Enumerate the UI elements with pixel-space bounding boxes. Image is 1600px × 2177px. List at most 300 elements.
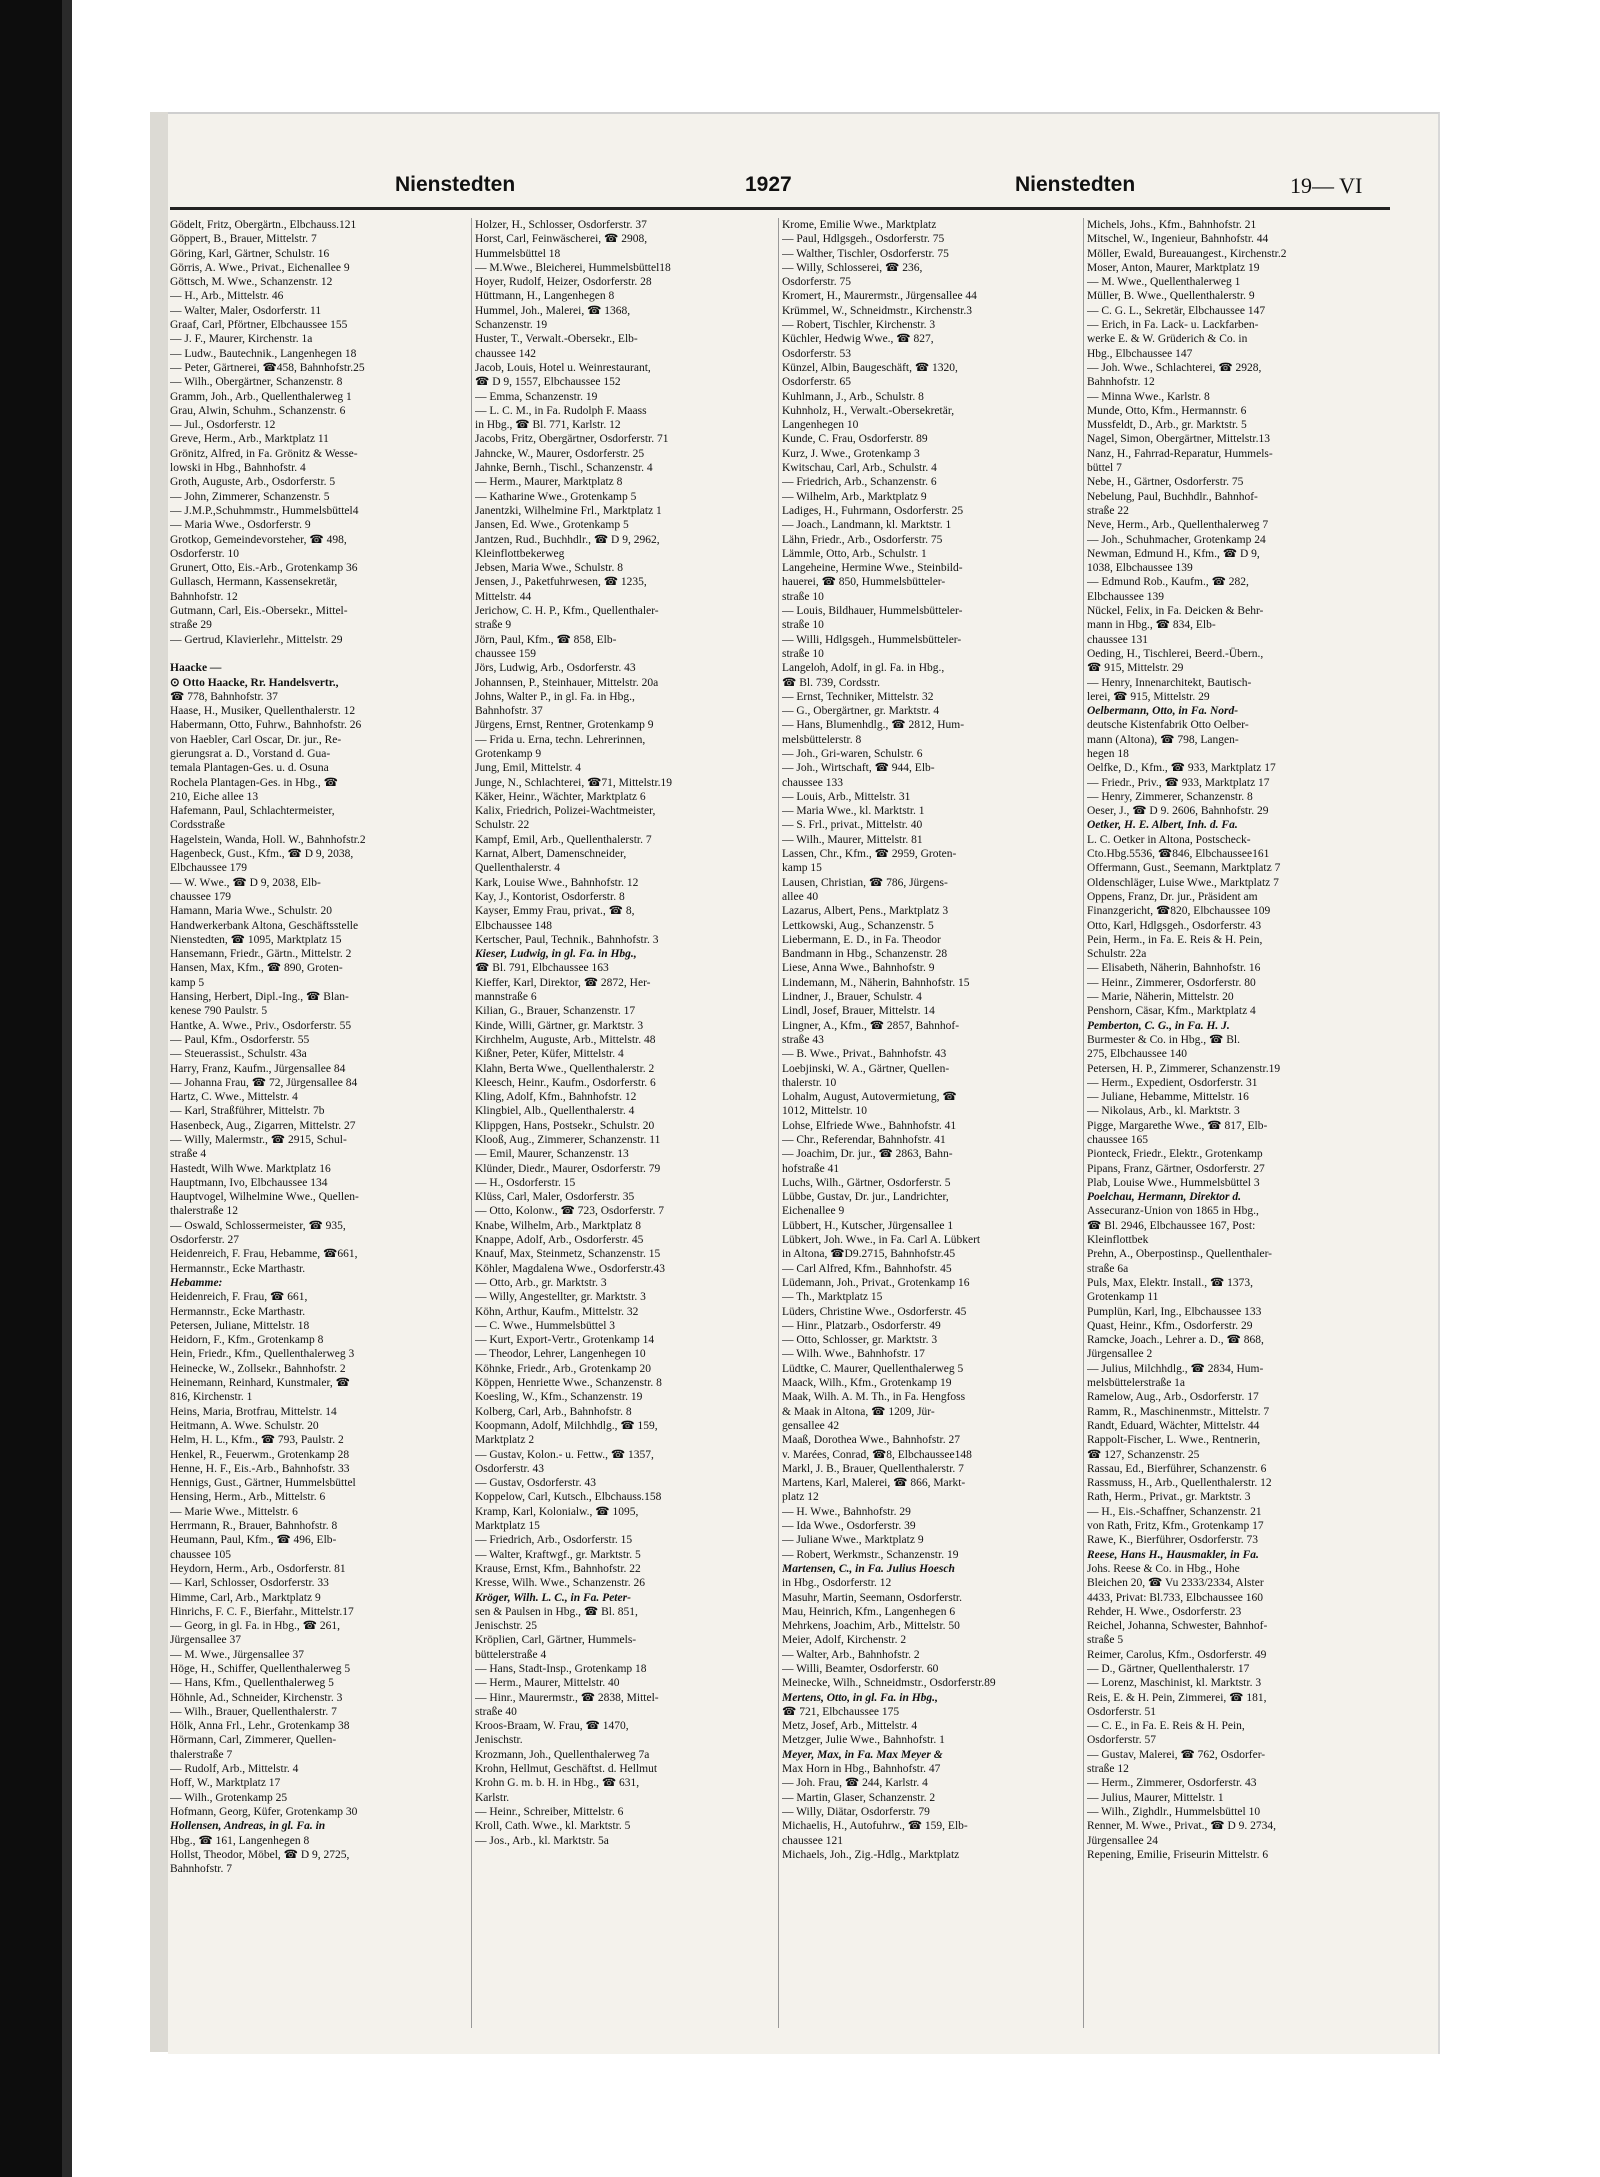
directory-entry: Kroll, Cath. Wwe., kl. Marktstr. 5 <box>475 1820 631 1833</box>
directory-entry: Lohalm, August, Autovermietung, ☎ <box>782 1091 957 1104</box>
directory-entry: Munde, Otto, Kfm., Hermannstr. 6 <box>1087 404 1247 417</box>
directory-entry: Lohse, Elfriede Wwe., Bahnhofstr. 41 <box>782 1119 957 1132</box>
directory-entry: straße 22 <box>1087 504 1129 517</box>
directory-entry: — Henry, Innenarchitekt, Bautisch- <box>1087 676 1252 689</box>
directory-entry: Max Horn in Hbg., Bahnhofstr. 47 <box>782 1763 941 1776</box>
directory-entry: Knauf, Max, Steinmetz, Schanzenstr. 15 <box>475 1248 661 1261</box>
directory-entry: Heinemann, Reinhard, Kunstmaler, ☎ <box>170 1377 350 1390</box>
directory-entry: Metz, Josef, Arb., Mittelstr. 4 <box>782 1720 918 1733</box>
directory-entry: Lettkowski, Aug., Schanzenstr. 5 <box>782 919 934 932</box>
directory-entry: Göring, Karl, Gärtner, Schulstr. 16 <box>170 247 330 260</box>
directory-entry: Künzel, Albin, Baugeschäft, ☎ 1320, <box>782 361 958 374</box>
directory-entry: Reis, E. & H. Pein, Zimmerei, ☎ 181, <box>1087 1691 1267 1704</box>
directory-entry: — Emil, Maurer, Schanzenstr. 13 <box>475 1148 629 1161</box>
header-year: 1927 <box>745 173 792 196</box>
directory-entry: Bleichen 20, ☎ Vu 2333/2334, Alster <box>1087 1577 1264 1590</box>
directory-entry: Kleesch, Heinr., Kaufm., Osdorferstr. 6 <box>475 1076 656 1089</box>
directory-entry: ☎ D 9, 1557, Elbchaussee 152 <box>475 376 621 389</box>
directory-entry: Hermannstr., Ecke Marthastr. <box>170 1262 306 1275</box>
directory-entry: mann (Altona), ☎ 798, Langen- <box>1087 733 1239 746</box>
directory-entry: Kröger, Wilh. L. C., in Fa. Peter- <box>475 1591 631 1604</box>
directory-entry: Henkel, R., Feuerwm., Grotenkamp 28 <box>170 1448 350 1461</box>
directory-entry: — J. F., Maurer, Kirchenstr. 1a <box>170 333 313 346</box>
directory-entry: Janentzki, Wilhelmine Frl., Marktplatz 1 <box>475 504 662 517</box>
directory-entry: Möller, Ewald, Bureauangest., Kirchenstr.2 <box>1087 247 1287 260</box>
directory-entry: melsbüttelerstraße 1a <box>1087 1377 1186 1390</box>
directory-entry: Graaf, Carl, Pförtner, Elbchaussee 155 <box>170 319 348 332</box>
directory-entry: — Wilh., Obergärtner, Schanzenstr. 8 <box>170 376 343 389</box>
directory-entry: — John, Zimmerer, Schanzenstr. 5 <box>170 490 330 503</box>
directory-entry: Maak, Wilh. A. M. Th., in Fa. Hengfoss <box>782 1391 966 1404</box>
directory-entry: Kroos-Braam, W. Frau, ☎ 1470, <box>475 1720 629 1733</box>
directory-entry: Lindemann, M., Näherin, Bahnhofstr. 15 <box>782 976 970 989</box>
directory-entry: sen & Paulsen in Hbg., ☎ Bl. 851, <box>475 1605 638 1618</box>
directory-entry: — L. C. M., in Fa. Rudolph F. Maass <box>475 404 647 417</box>
directory-entry: Ramcke, Joach., Lehrer a. D., ☎ 868, <box>1087 1334 1264 1347</box>
directory-entry: Bahnhofstr. 37 <box>475 705 543 718</box>
directory-entry: — Friedrich, Arb., Osdorferstr. 15 <box>475 1534 633 1547</box>
directory-entry: Krohn, Hellmut, Geschäftst. d. Hellmut <box>475 1763 658 1776</box>
directory-entry: — Kurt, Export-Vertr., Grotenkamp 14 <box>475 1334 655 1347</box>
directory-entry: ☎ Bl. 791, Elbchaussee 163 <box>475 962 609 975</box>
directory-entry <box>170 647 470 661</box>
directory-entry: Krozmann, Joh., Quellenthalerweg 7a <box>475 1748 650 1761</box>
directory-entry: Hörmann, Carl, Zimmerer, Quellen- <box>170 1734 337 1747</box>
directory-entry: straße 10 <box>782 647 824 660</box>
directory-entry: Klippgen, Hans, Postsekr., Schulstr. 20 <box>475 1119 655 1132</box>
directory-entry: — Chr., Referendar, Bahnhofstr. 41 <box>782 1134 946 1146</box>
directory-entry: Hagelstein, Wanda, Holl. W., Bahnhofstr.2 <box>170 833 366 846</box>
directory-entry: — Wilh. Wwe., Bahnhofstr. 17 <box>782 1348 925 1361</box>
directory-entry: Hbg., Elbchaussee 147 <box>1087 347 1193 360</box>
directory-entry: Gödelt, Fritz, Obergärtn., Elbchauss.121 <box>170 219 357 231</box>
directory-entry: — Lorenz, Maschinist, kl. Marktstr. 3 <box>1087 1677 1262 1690</box>
directory-entry: Jacobs, Fritz, Obergärtner, Osdorferstr. 71 <box>475 433 669 446</box>
directory-entry: Liebermann, E. D., in Fa. Theodor <box>782 933 941 946</box>
directory-entry: — Hans, Stadt-Insp., Grotenkamp 18 <box>475 1662 647 1675</box>
directory-entry: Kröplien, Carl, Gärtner, Hummels- <box>475 1634 637 1647</box>
directory-entry: ☎ Bl. 2946, Elbchaussee 167, Post: <box>1087 1219 1256 1232</box>
directory-entry: — Joh., Schuhmacher, Grotenkamp 24 <box>1087 533 1266 546</box>
directory-entry: ☎ 721, Elbchaussee 175 <box>782 1705 900 1718</box>
directory-entry: Lübkert, Joh. Wwe., in Fa. Carl A. Lübkert <box>782 1234 981 1247</box>
directory-entry: — Martin, Glaser, Schanzenstr. 2 <box>782 1791 936 1804</box>
directory-entry: Jahnke, Bernh., Tischl., Schanzenstr. 4 <box>475 462 653 475</box>
directory-entry: hauerei, ☎ 850, Hummelsbütteler- <box>782 576 946 589</box>
directory-entry: Koppelow, Carl, Kutsch., Elbchauss.158 <box>475 1491 662 1504</box>
directory-entry: Prehn, A., Oberpostinsp., Quellenthaler- <box>1087 1248 1273 1261</box>
directory-entry: Jürgensallee 24 <box>1087 1834 1159 1847</box>
directory-entry: Lähn, Friedr., Arb., Osdorferstr. 75 <box>782 533 943 546</box>
directory-entry: mannstraße 6 <box>475 991 537 1004</box>
directory-entry: Bahnhofstr. 7 <box>170 1863 232 1876</box>
directory-entry: Jürgensallee 2 <box>1087 1348 1153 1361</box>
directory-entry: — Elisabeth, Näherin, Bahnhofstr. 16 <box>1087 962 1261 975</box>
directory-entry: Küchler, Hedwig Wwe., ☎ 827, <box>782 333 934 346</box>
directory-entry: Gramm, Joh., Arb., Quellenthalerweg 1 <box>170 390 352 403</box>
directory-entry: Jensen, J., Paketfuhrwesen, ☎ 1235, <box>475 576 647 589</box>
directory-entry: — Johanna Frau, ☎ 72, Jürgensallee 84 <box>170 1076 358 1089</box>
directory-entry: Puls, Max, Elektr. Install., ☎ 1373, <box>1087 1276 1254 1289</box>
directory-entry: — Georg, in gl. Fa. in Hbg., ☎ 261, <box>170 1620 340 1633</box>
directory-entry: Burmester & Co. in Hbg., ☎ Bl. <box>1087 1033 1240 1046</box>
directory-entry: Jerichow, C. H. P., Kfm., Quellenthaler- <box>475 605 659 618</box>
directory-entry: Michels, Johs., Kfm., Bahnhofstr. 21 <box>1087 219 1257 231</box>
directory-entry: — Katharine Wwe., Grotenkamp 5 <box>475 490 637 503</box>
directory-entry: Michaels, Joh., Zig.-Hdlg., Marktplatz <box>782 1848 960 1861</box>
directory-entry: — Ernst, Techniker, Mittelstr. 32 <box>782 690 934 703</box>
directory-entry: Plab, Louise Wwe., Hummelsbüttel 3 <box>1087 1176 1260 1189</box>
directory-entry: Randt, Eduard, Wächter, Mittelstr. 44 <box>1087 1419 1260 1432</box>
directory-entry: chaussee 159 <box>475 647 536 660</box>
directory-entry: — Ida Wwe., Osdorferstr. 39 <box>782 1520 916 1533</box>
directory-entry: straße 43 <box>782 1033 824 1046</box>
directory-entry: Rassau, Ed., Bierführer, Schanzenstr. 6 <box>1087 1462 1267 1475</box>
directory-entry: — Hinr., Platzarb., Osdorferstr. 49 <box>782 1319 941 1332</box>
directory-entry: kamp 5 <box>170 976 205 989</box>
directory-entry: Handwerkerbank Altona, Geschäftsstelle <box>170 919 359 932</box>
directory-entry: — Juliane Wwe., Marktplatz 9 <box>782 1534 924 1547</box>
directory-entry: Kayser, Emmy Frau, privat., ☎ 8, <box>475 905 635 918</box>
directory-entry: Meinecke, Wilh., Schneidmstr., Osdorferstr.89 <box>782 1677 996 1690</box>
directory-entry: Meyer, Max, in Fa. Max Meyer & <box>782 1748 943 1761</box>
directory-entry: Lübbert, H., Kutscher, Jürgensallee 1 <box>782 1219 954 1232</box>
header-right-title: Nienstedten <box>1015 173 1136 196</box>
directory-entry: — Frida u. Erna, techn. Lehrerinnen, <box>475 733 646 746</box>
directory-entry: Hermannstr., Ecke Marthastr. <box>170 1305 306 1318</box>
directory-entry: Johannsen, P., Steinhauer, Mittelstr. 20a <box>475 676 659 689</box>
directory-entry: Höge, H., Schiffer, Quellenthalerweg 5 <box>170 1662 351 1675</box>
directory-entry: — M.Wwe., Bleicherei, Hummelsbüttel18 <box>475 261 671 274</box>
directory-entry: Elbchaussee 148 <box>475 919 552 932</box>
directory-entry: Finanzgericht, ☎820, Elbchaussee 109 <box>1087 905 1271 918</box>
directory-entry: — Joh., Gri-waren, Schulstr. 6 <box>782 747 923 760</box>
directory-entry: — Walter, Kraftwgf., gr. Marktstr. 5 <box>475 1548 641 1561</box>
directory-entry: 4433, Privat: Bl.733, Elbchaussee 160 <box>1087 1591 1263 1604</box>
directory-entry: — Hans, Kfm., Quellenthalerweg 5 <box>170 1677 334 1690</box>
directory-entry: Heins, Maria, Brotfrau, Mittelstr. 14 <box>170 1405 337 1418</box>
directory-entry: Hantke, A. Wwe., Priv., Osdorferstr. 55 <box>170 1019 352 1032</box>
header-page-number: 19— VI <box>1290 173 1363 198</box>
directory-entry: in Hbg., Osdorferstr. 12 <box>782 1577 892 1590</box>
directory-entry: Nienstedten, ☎ 1095, Marktplatz 15 <box>170 933 342 946</box>
directory-entry: — Gertrud, Klavierlehr., Mittelstr. 29 <box>170 633 343 646</box>
directory-entry: 1012, Mittelstr. 10 <box>782 1105 867 1118</box>
directory-entry: melsbüttelerstr. 8 <box>782 733 862 746</box>
directory-entry: & Maak in Altona, ☎ 1209, Jür- <box>782 1405 935 1418</box>
directory-entry: straße 40 <box>475 1705 517 1718</box>
directory-entry: — Walter, Maler, Osdorferstr. 11 <box>170 304 322 317</box>
directory-entry: Hasenbeck, Aug., Zigarren, Mittelstr. 27 <box>170 1119 356 1132</box>
directory-entry: kenese 790 Paulstr. 5 <box>170 1005 268 1018</box>
column-divider <box>778 218 779 2028</box>
directory-entry: — Walther, Tischler, Osdorferstr. 75 <box>782 247 949 260</box>
directory-entry: Liese, Anna Wwe., Bahnhofstr. 9 <box>782 962 935 975</box>
directory-entry: gensallee 42 <box>782 1419 840 1432</box>
directory-entry: Assecuranz-Union von 1865 in Hbg., <box>1087 1205 1259 1218</box>
directory-entry: Hensing, Herm., Arb., Mittelstr. 6 <box>170 1491 326 1504</box>
directory-entry: Rassmuss, H., Arb., Quellenthalerstr. 12 <box>1087 1477 1272 1490</box>
directory-entry: straße 5 <box>1087 1634 1124 1647</box>
directory-entry: Hofmann, Georg, Küfer, Grotenkamp 30 <box>170 1805 358 1818</box>
directory-entry: Osdorferstr. 65 <box>782 376 851 389</box>
directory-entry: straße 29 <box>170 619 212 632</box>
directory-entry: — Gustav, Osdorferstr. 43 <box>475 1477 596 1490</box>
directory-entry: Hauptmann, Ivo, Elbchaussee 134 <box>170 1176 328 1189</box>
directory-entry: — Oswald, Schlossermeister, ☎ 935, <box>170 1219 346 1232</box>
directory-entry: platz 12 <box>782 1491 819 1504</box>
directory-entry: Pigge, Margarethe Wwe., ☎ 817, Elb- <box>1087 1119 1268 1132</box>
directory-entry: Rochela Plantagen-Ges. in Hbg., ☎ <box>170 776 338 789</box>
directory-entry: — D., Gärtner, Quellenthalerstr. 17 <box>1087 1662 1250 1675</box>
directory-entry: Langenhegen 10 <box>782 419 859 432</box>
directory-entry: Hansemann, Friedr., Gärtn., Mittelstr. 2 <box>170 948 352 961</box>
directory-entry: Mitschel, W., Ingenieur, Bahnhofstr. 44 <box>1087 233 1269 246</box>
directory-entry: Jürgensallee 37 <box>170 1634 242 1647</box>
directory-entry: Nanz, H., Fahrrad-Reparatur, Hummels- <box>1087 447 1273 460</box>
directory-entry: — Wilh., Maurer, Mittelstr. 81 <box>782 833 923 846</box>
directory-entry: Klünder, Diedr., Maurer, Osdorferstr. 79 <box>475 1162 661 1175</box>
directory-entry: Kurz, J. Wwe., Grotenkamp 3 <box>782 447 920 460</box>
directory-entry: Kißner, Peter, Küfer, Mittelstr. 4 <box>475 1048 624 1061</box>
directory-entry: Lindl, Josef, Brauer, Mittelstr. 14 <box>782 1005 935 1018</box>
directory-entry: Henne, H. F., Eis.-Arb., Bahnhofstr. 33 <box>170 1462 350 1475</box>
directory-entry: Jahncke, W., Maurer, Osdorferstr. 25 <box>475 447 645 460</box>
directory-entry: Nebelung, Paul, Buchhdlr., Bahnhof- <box>1087 490 1258 503</box>
directory-entry: Göttsch, M. Wwe., Schanzenstr. 12 <box>170 276 333 289</box>
directory-entry: Köhnke, Friedr., Arb., Grotenkamp 20 <box>475 1362 651 1375</box>
directory-entry: — Otto, Arb., gr. Marktstr. 3 <box>475 1276 607 1289</box>
directory-entry: — H. Wwe., Bahnhofstr. 29 <box>782 1505 911 1518</box>
directory-entry: straße 12 <box>1087 1763 1129 1776</box>
directory-entry: Hollensen, Andreas, in gl. Fa. in <box>170 1820 326 1833</box>
directory-entry: Lindner, J., Brauer, Schulstr. 4 <box>782 991 922 1004</box>
directory-entry: Meier, Adolf, Kirchenstr. 2 <box>782 1634 907 1647</box>
directory-entry: Heinecke, W., Zollsekr., Bahnhofstr. 2 <box>170 1362 346 1375</box>
directory-entry: — Gustav, Malerei, ☎ 762, Osdorfer- <box>1087 1748 1266 1761</box>
directory-entry: Klahn, Berta Wwe., Quellenthalerstr. 2 <box>475 1062 655 1075</box>
directory-entry: — Julius, Milchhdlg., ☎ 2834, Hum- <box>1087 1362 1264 1375</box>
directory-entry: lowski in Hbg., Bahnhofstr. 4 <box>170 462 306 475</box>
directory-entry: ☎ 915, Mittelstr. 29 <box>1087 662 1184 675</box>
directory-entry: Kramp, Karl, Kolonialw., ☎ 1095, <box>475 1505 639 1518</box>
directory-entry: Oeser, J., ☎ D 9. 2606, Bahnhofstr. 29 <box>1087 805 1269 818</box>
directory-entry: Neve, Herm., Arb., Quellenthalerweg 7 <box>1087 519 1269 532</box>
directory-entry: — H., Eis.-Schaffner, Schanzenstr. 21 <box>1087 1505 1262 1518</box>
directory-entry: Kay, J., Kontorist, Osdorferstr. 8 <box>475 890 625 903</box>
header-rule <box>170 207 1390 210</box>
directory-entry: — Joach., Landmann, kl. Marktstr. 1 <box>782 519 952 532</box>
directory-entry: — Joachim, Dr. jur., ☎ 2863, Bahn- <box>782 1148 953 1161</box>
directory-entry: — Willi, Beamter, Osdorferstr. 60 <box>782 1662 939 1675</box>
directory-entry: hegen 18 <box>1087 747 1129 760</box>
directory-entry: — Peter, Gärtnerei, ☎458, Bahnhofstr.25 <box>170 361 365 374</box>
directory-entry: — Emma, Schanzenstr. 19 <box>475 390 598 403</box>
directory-entry: 210, Eiche allee 13 <box>170 790 259 803</box>
directory-entry: Kuhnholz, H., Verwalt.-Obersekretär, <box>782 404 955 417</box>
directory-entry: Görris, A. Wwe., Privat., Eichenallee 9 <box>170 261 350 274</box>
directory-entry: Hebamme: <box>170 1276 223 1289</box>
directory-entry: Heidenreich, F. Frau, Hebamme, ☎661, <box>170 1248 358 1261</box>
directory-entry: Grotkop, Gemeindevorsteher, ☎ 498, <box>170 533 347 546</box>
directory-entry: Knappe, Adolf, Arb., Osdorferstr. 45 <box>475 1234 644 1247</box>
directory-entry: Helm, H. L., Kfm., ☎ 793, Paulstr. 2 <box>170 1434 344 1447</box>
directory-entry: Kalix, Friedrich, Polizei-Wachtmeister, <box>475 805 656 818</box>
directory-entry: — Walter, Arb., Bahnhofstr. 2 <box>782 1648 920 1661</box>
directory-entry: Johs. Reese & Co. in Hbg., Hohe <box>1087 1562 1240 1575</box>
directory-entry: Herrmann, R., Brauer, Bahnhofstr. 8 <box>170 1520 338 1533</box>
directory-entry: Horst, Carl, Feinwäscherei, ☎ 2908, <box>475 233 648 246</box>
directory-entry: Ladiges, H., Fuhrmann, Osdorferstr. 25 <box>782 504 964 517</box>
directory-entry: Koopmann, Adolf, Milchhdlg., ☎ 159, <box>475 1419 658 1432</box>
directory-entry: — Joh. Frau, ☎ 244, Karlstr. 4 <box>782 1777 928 1790</box>
directory-entry: Pein, Herm., in Fa. E. Reis & H. Pein, <box>1087 933 1263 946</box>
directory-entry: Junge, N., Schlachterei, ☎71, Mittelstr.19 <box>475 776 673 789</box>
directory-entry: Kunde, C. Frau, Osdorferstr. 89 <box>782 433 928 446</box>
directory-entry: Penshorn, Cäsar, Kfm., Marktplatz 4 <box>1087 1005 1256 1018</box>
directory-entry: Haacke — <box>170 662 222 675</box>
directory-entry: Kresse, Wilh. Wwe., Schanzenstr. 26 <box>475 1577 645 1590</box>
directory-entry: Jung, Emil, Mittelstr. 4 <box>475 762 582 775</box>
directory-entry: in Hbg., ☎ Bl. 771, Karlstr. 12 <box>475 419 621 432</box>
directory-entry: Groth, Auguste, Arb., Osdorferstr. 5 <box>170 476 336 489</box>
directory-entry: — Herm., Zimmerer, Osdorferstr. 43 <box>1087 1777 1257 1790</box>
directory-entry: — Paul, Hdlgsgeh., Osdorferstr. 75 <box>782 233 945 246</box>
directory-entry: Hölk, Anna Frl., Lehr., Grotenkamp 38 <box>170 1720 350 1733</box>
directory-entry: — Henry, Zimmerer, Schanzenstr. 8 <box>1087 790 1253 803</box>
directory-entry: Osdorferstr. 53 <box>782 347 851 360</box>
directory-entry: Lazarus, Albert, Pens., Marktplatz 3 <box>782 905 949 918</box>
directory-entry: Martensen, C., in Fa. Julius Hoesch <box>782 1562 955 1575</box>
directory-entry: v. Marées, Conrad, ☎8, Elbchaussee148 <box>782 1448 972 1461</box>
directory-entry: Mussfeldt, D., Arb., gr. Marktstr. 5 <box>1087 419 1247 432</box>
directory-entry: — Heinr., Zimmerer, Osdorferstr. 80 <box>1087 976 1256 989</box>
directory-entry: — M. Wwe., Jürgensallee 37 <box>170 1648 305 1661</box>
directory-entry: Klooß, Aug., Zimmerer, Schanzenstr. 11 <box>475 1134 661 1146</box>
directory-entry: Kampf, Emil, Arb., Quellenthalerstr. 7 <box>475 833 652 846</box>
directory-entry: Jörs, Ludwig, Arb., Osdorferstr. 43 <box>475 662 636 675</box>
directory-entry: — Willy, Schlosserei, ☎ 236, <box>782 261 923 274</box>
directory-entry: — Rudolf, Arb., Mittelstr. 4 <box>170 1763 299 1776</box>
directory-entry: — Hinr., Maurermstr., ☎ 2838, Mittel- <box>475 1691 659 1704</box>
directory-entry: Knabe, Wilhelm, Arb., Marktplatz 8 <box>475 1219 642 1232</box>
directory-entry: Grau, Alwin, Schuhm., Schanzenstr. 6 <box>170 404 346 417</box>
directory-entry: Maaß, Dorothea Wwe., Bahnhofstr. 27 <box>782 1434 960 1447</box>
directory-entry: Lassen, Chr., Kfm., ☎ 2959, Groten- <box>782 848 957 861</box>
directory-entry: Jantzen, Rud., Buchhdlr., ☎ D 9, 2962, <box>475 533 660 546</box>
directory-entry: Rappolt-Fischer, L. Wwe., Rentnerin, <box>1087 1434 1261 1447</box>
directory-entry: gierungsrat a. D., Vorstand d. Gua- <box>170 747 331 760</box>
directory-entry: Petersen, H. P., Zimmerer, Schanzenstr.19 <box>1087 1062 1281 1075</box>
directory-entry: — Robert, Tischler, Kirchenstr. 3 <box>782 319 936 332</box>
directory-entry: L. C. Oetker in Altona, Postscheck- <box>1087 833 1251 846</box>
directory-entry: Heitmann, A. Wwe. Schulstr. 20 <box>170 1419 319 1432</box>
directory-entry: Osdorferstr. 51 <box>1087 1705 1156 1718</box>
directory-entry: Metzger, Julie Wwe., Bahnhofstr. 1 <box>782 1734 945 1747</box>
directory-entry: Lausen, Christian, ☎ 786, Jürgens- <box>782 876 948 889</box>
directory-entry: Cto.Hbg.5536, ☎846, Elbchaussee161 <box>1087 848 1270 861</box>
directory-entry: Osdorferstr. 27 <box>170 1234 239 1247</box>
directory-entry: Bahnhofstr. 12 <box>170 590 238 603</box>
directory-entry: Köhn, Arthur, Kaufm., Mittelstr. 32 <box>475 1305 639 1318</box>
directory-entry: — Steuerassist., Schulstr. 43a <box>170 1048 307 1061</box>
directory-entry: — Gustav, Kolon.- u. Fettw., ☎ 1357, <box>475 1448 654 1461</box>
directory-entry: Heidenreich, F. Frau, ☎ 661, <box>170 1291 308 1304</box>
directory-entry: Poelchau, Hermann, Direktor d. <box>1087 1191 1241 1204</box>
directory-entry: Mittelstr. 44 <box>475 590 532 603</box>
directory-column-2 <box>475 218 775 1848</box>
directory-entry: chaussee 105 <box>170 1548 231 1561</box>
directory-entry: — Louis, Bildhauer, Hummelsbütteler- <box>782 605 963 618</box>
directory-entry: Köppen, Henriette Wwe., Schanzenstr. 8 <box>475 1377 662 1390</box>
directory-entry: Hamann, Maria Wwe., Schulstr. 20 <box>170 905 333 918</box>
directory-entry: Reichel, Johanna, Schwester, Bahnhof- <box>1087 1620 1268 1633</box>
directory-entry: Jürgens, Ernst, Rentner, Grotenkamp 9 <box>475 719 654 732</box>
directory-entry: Oldenschläger, Luise Wwe., Marktplatz 7 <box>1087 876 1279 889</box>
directory-entry: — C. E., in Fa. E. Reis & H. Pein, <box>1087 1720 1245 1733</box>
directory-entry: — Karl, Schlosser, Osdorferstr. 33 <box>170 1577 329 1590</box>
directory-entry: Krümmel, W., Schneidmstr., Kirchenstr.3 <box>782 304 973 317</box>
directory-entry: Kleinflottbek <box>1087 1234 1149 1247</box>
directory-entry: ☎ 778, Bahnhofstr. 37 <box>170 690 278 703</box>
directory-entry: Loebjinski, W. A., Gärtner, Quellen- <box>782 1062 950 1075</box>
directory-entry: hofstraße 41 <box>782 1162 840 1175</box>
directory-entry: — Jos., Arb., kl. Marktstr. 5a <box>475 1834 609 1847</box>
directory-entry: — Herm., Expedient, Osdorferstr. 31 <box>1087 1076 1258 1089</box>
directory-entry: — W. Wwe., ☎ D 9, 2038, Elb- <box>170 876 321 889</box>
directory-entry: Kirchhelm, Auguste, Arb., Mittelstr. 48 <box>475 1033 656 1046</box>
directory-entry: 275, Elbchaussee 140 <box>1087 1048 1187 1061</box>
directory-entry: Hummel, Joh., Malerei, ☎ 1368, <box>475 304 631 317</box>
directory-entry: Reimer, Carolus, Kfm., Osdorferstr. 49 <box>1087 1648 1267 1661</box>
directory-entry: Müller, B. Wwe., Quellenthalerstr. 9 <box>1087 290 1255 303</box>
directory-entry: Greve, Herm., Arb., Marktplatz 11 <box>170 433 329 446</box>
directory-entry: Hansen, Max, Kfm., ☎ 890, Groten- <box>170 962 343 975</box>
directory-entry: thalerstraße 7 <box>170 1748 233 1761</box>
directory-entry: — Theodor, Lehrer, Langenhegen 10 <box>475 1348 646 1361</box>
directory-entry: — H., Osdorferstr. 15 <box>475 1176 576 1189</box>
directory-entry: Nückel, Felix, in Fa. Deicken & Behr- <box>1087 605 1264 618</box>
directory-entry: Pumplün, Karl, Ing., Elbchaussee 133 <box>1087 1305 1262 1318</box>
directory-entry: Hartz, C. Wwe., Mittelstr. 4 <box>170 1091 298 1104</box>
directory-entry: Lüdtke, C. Maurer, Quellenthalerweg 5 <box>782 1362 964 1375</box>
directory-entry: — Heinr., Schreiber, Mittelstr. 6 <box>475 1805 624 1818</box>
directory-entry: Offermann, Gust., Seemann, Marktplatz 7 <box>1087 862 1281 875</box>
directory-entry: chaussee 179 <box>170 890 231 903</box>
directory-entry: lerei, ☎ 915, Mittelstr. 29 <box>1087 690 1210 703</box>
header-left-title: Nienstedten <box>395 173 516 196</box>
directory-entry: Hansing, Herbert, Dipl.-Ing., ☎ Blan- <box>170 991 349 1004</box>
directory-entry: Höhnle, Ad., Schneider, Kirchenstr. 3 <box>170 1691 343 1704</box>
directory-entry: Lüdemann, Joh., Privat., Grotenkamp 16 <box>782 1276 970 1289</box>
directory-entry: — G., Obergärtner, gr. Marktstr. 4 <box>782 705 940 718</box>
directory-entry: Markl, J. B., Brauer, Quellenthalerstr. 7 <box>782 1462 964 1475</box>
directory-entry: Osdorferstr. 43 <box>475 1462 544 1475</box>
directory-entry: — Louis, Arb., Mittelstr. 31 <box>782 790 911 803</box>
directory-entry: Petersen, Juliane, Mittelstr. 18 <box>170 1319 310 1332</box>
directory-entry: Johns, Walter P., in gl. Fa. in Hbg., <box>475 690 635 703</box>
directory-entry: Hastedt, Wilh Wwe. Marktplatz 16 <box>170 1162 331 1175</box>
directory-entry: Nagel, Simon, Obergärtner, Mittelstr.13 <box>1087 433 1270 446</box>
directory-entry: ☎ 127, Schanzenstr. 25 <box>1087 1448 1200 1461</box>
page-header <box>170 173 1390 203</box>
directory-entry: Mau, Heinrich, Kfm., Langenhegen 6 <box>782 1605 956 1618</box>
directory-entry: Grunert, Otto, Eis.-Arb., Grotenkamp 36 <box>170 562 358 575</box>
directory-entry: Rath, Herm., Privat., gr. Marktstr. 3 <box>1087 1491 1251 1504</box>
directory-entry: — Wilh., Zighdlr., Hummelsbüttel 10 <box>1087 1805 1261 1818</box>
directory-entry: Kolberg, Carl, Arb., Bahnhofstr. 8 <box>475 1405 632 1418</box>
directory-entry: Hollst, Theodor, Möbel, ☎ D 9, 2725, <box>170 1848 350 1861</box>
